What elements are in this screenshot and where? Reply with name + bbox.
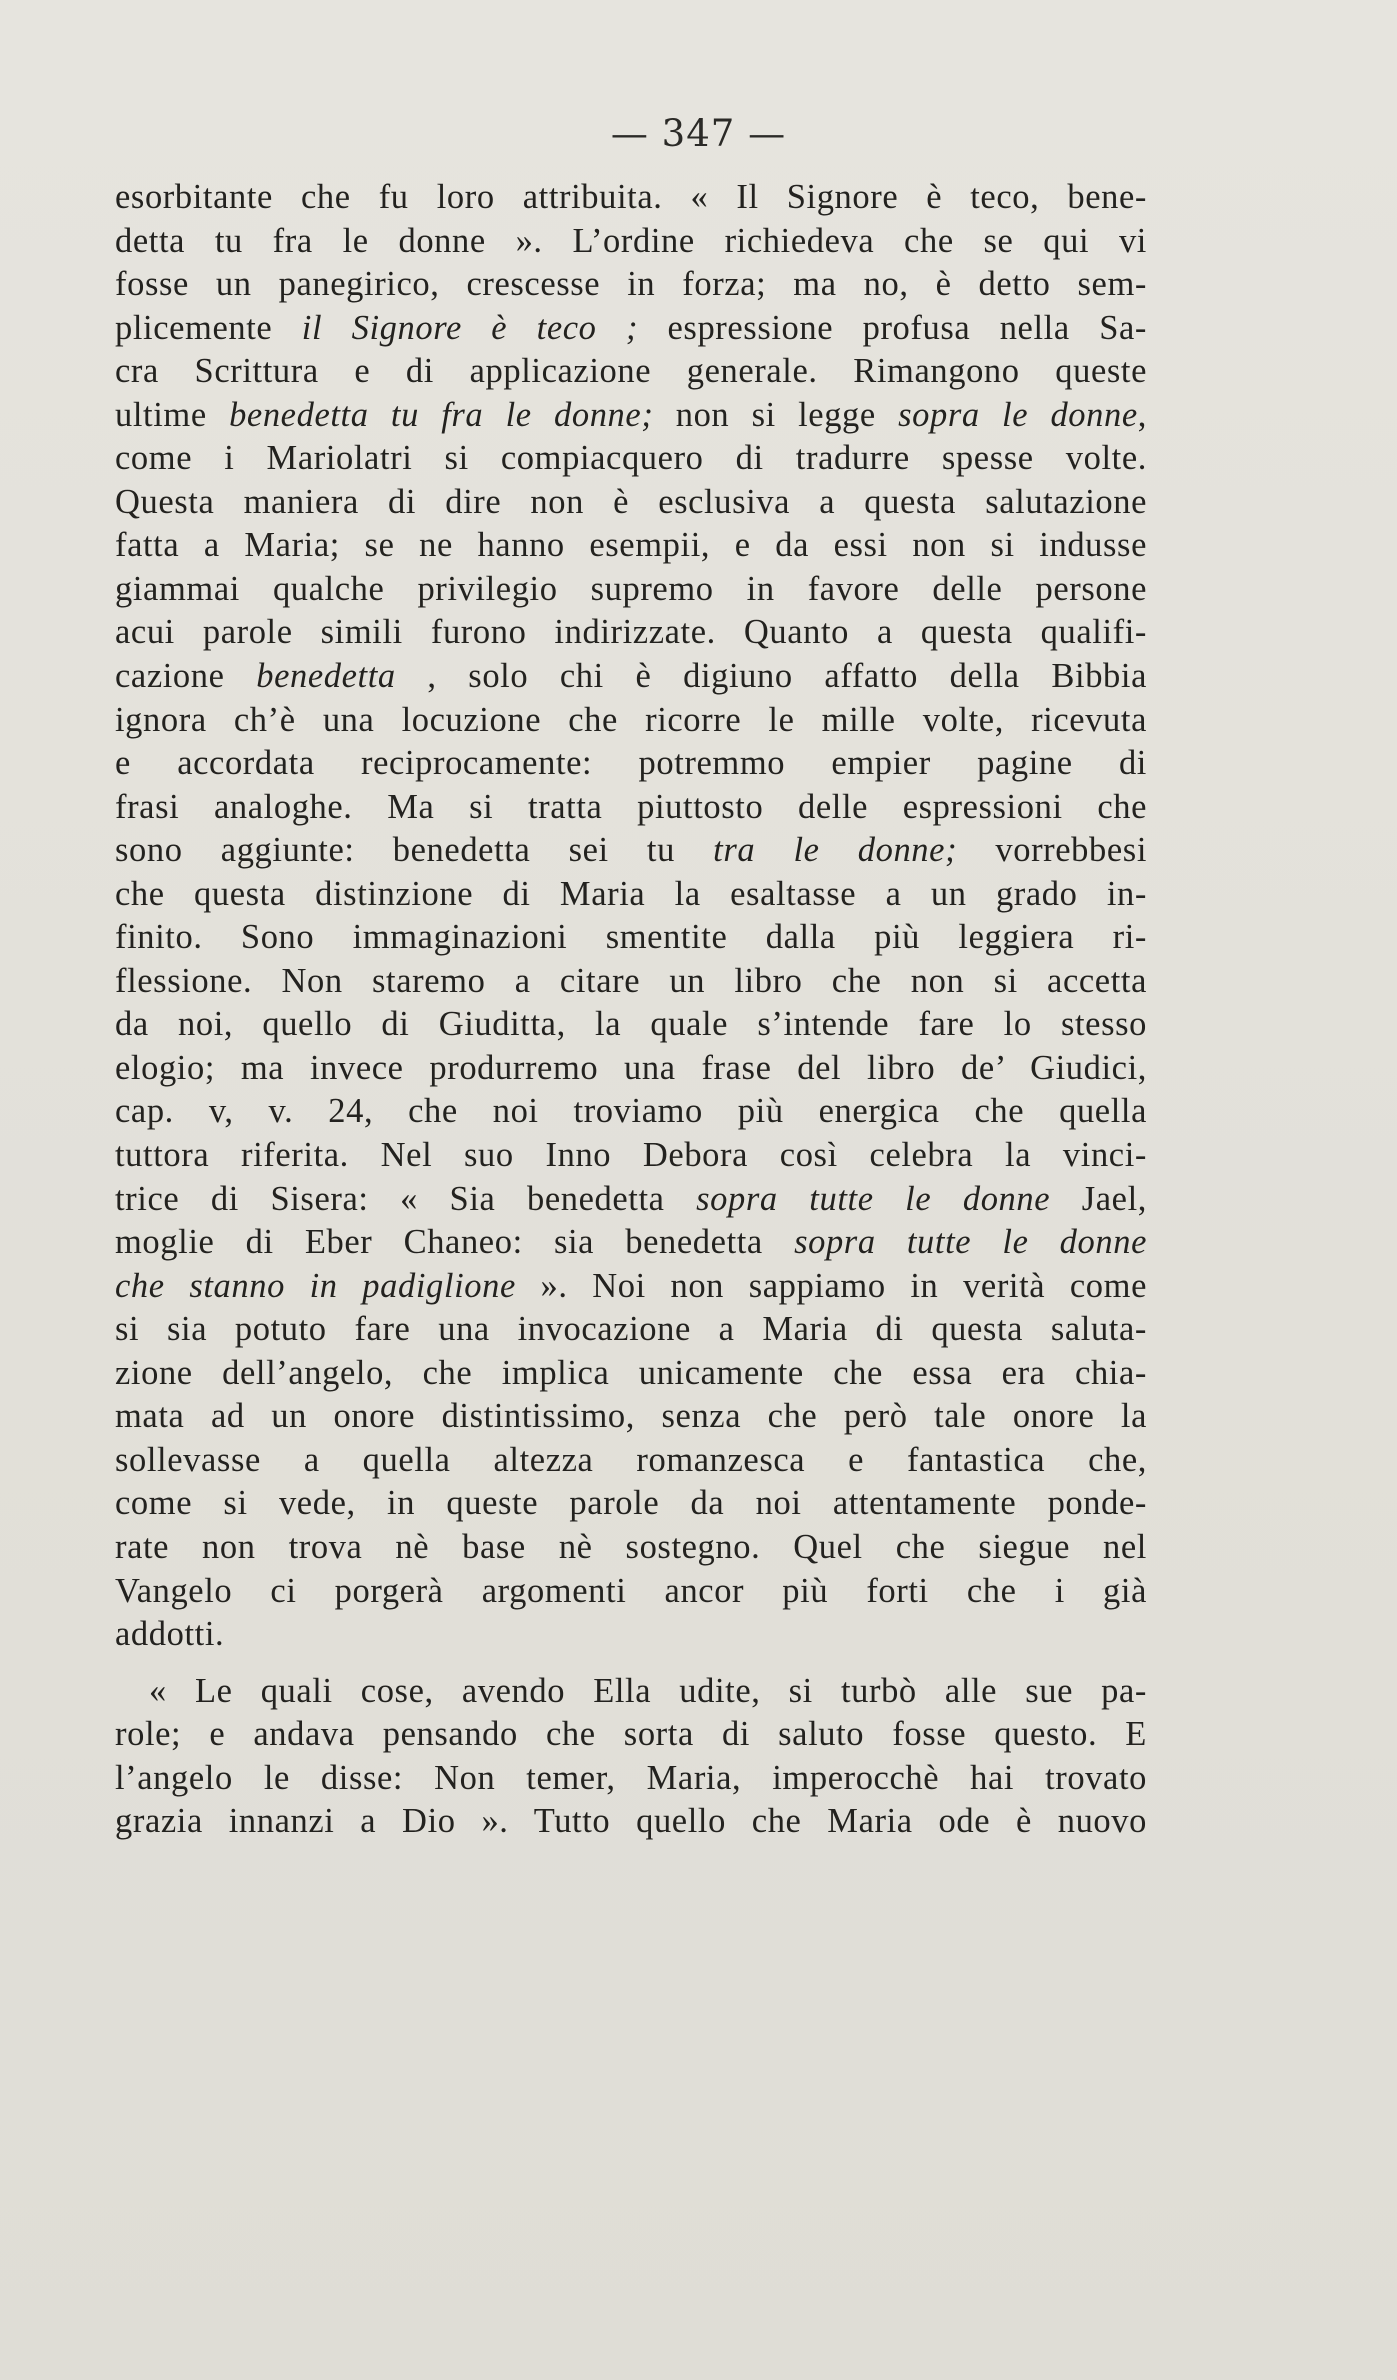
paragraph-gap: [115, 1657, 1147, 1670]
text-line: « Le quali cose, avendo Ella udite, si turbò alle sue pa-: [149, 1671, 1147, 1710]
text-line: come i Mariolatri si compiacquero di tradurre spesse volte.: [115, 439, 1147, 478]
text-line: frasi analoghe. Ma si tratta piuttosto delle espressioni che: [115, 787, 1147, 826]
text-line: che questa distinzione di Maria la esaltasse a un grado in-: [115, 874, 1147, 913]
text-line: plicemente il Signore è teco ; espressione profusa nella Sa-: [115, 308, 1147, 347]
text-line: zione dell’angelo, che implica unicamente che essa era chia-: [115, 1353, 1147, 1392]
text-line: finito. Sono immaginazioni smentite dalla più leggiera ri-: [115, 918, 1147, 957]
text-line: giammai qualche privilegio supremo in favore delle persone: [115, 569, 1147, 608]
text-line: ignora ch’è una locuzione che ricorre le mille volte, ricevuta: [115, 700, 1147, 739]
text-line: e accordata reciprocamente: potremmo empier pagine di: [115, 744, 1147, 783]
text-line: si sia potuto fare una invocazione a Maria di questa saluta-: [115, 1310, 1147, 1349]
text-line: fosse un panegirico, crescesse in forza; ma no, è detto sem-: [115, 265, 1147, 304]
text-line: l’angelo le disse: Non temer, Maria, imperocchè hai trovato: [115, 1758, 1147, 1797]
text-line: sollevasse a quella altezza romanzesca e fantastica che,: [115, 1440, 1147, 1479]
text-line: sono aggiunte: benedetta sei tu tra le donne; vorrebbesi: [115, 831, 1147, 870]
text-line: grazia innanzi a Dio ». Tutto quello che Maria ode è nuovo: [115, 1802, 1147, 1841]
page-number: — 347 —: [610, 112, 787, 155]
text-line: fatta a Maria; se ne hanno esempii, e da essi non si indusse: [115, 526, 1147, 565]
text-line: esorbitante che fu loro attribuita. « Il Signore è teco, bene-: [115, 178, 1147, 216]
text-line: tuttora riferita. Nel suo Inno Debora così celebra la vinci-: [115, 1136, 1147, 1175]
text-line: ultime benedetta tu fra le donne; non si legge sopra le donne,: [115, 395, 1147, 434]
body-text: [115, 176, 1147, 1844]
text-line: da noi, quello di Giuditta, la quale s’intende fare lo stesso: [115, 1005, 1147, 1044]
text-line: che stanno in padiglione ». Noi non sappiamo in verità come: [115, 1266, 1147, 1305]
text-line: elogio; ma invece produrremo una frase del libro de’ Giudici,: [115, 1048, 1147, 1087]
text-line: detta tu fra le donne ». L’ordine richiedeva che se qui vi: [115, 221, 1147, 260]
text-line: rate non trova nè base nè sostegno. Quel che siegue nel: [115, 1527, 1147, 1566]
text-line: trice di Sisera: « Sia benedetta sopra tutte le donne Jael,: [115, 1179, 1147, 1218]
text-line: cap. v, v. 24, che noi troviamo più energica che quella: [115, 1092, 1147, 1131]
text-line: Vangelo ci porgerà argomenti ancor più forti che i già: [115, 1571, 1147, 1610]
text-line: acui parole simili furono indirizzate. Quanto a questa qualifi-: [115, 613, 1147, 652]
text-line: role; e andava pensando che sorta di saluto fosse questo. E: [115, 1715, 1147, 1754]
text-line: moglie di Eber Chaneo: sia benedetta sopra tutte le donne: [115, 1223, 1147, 1262]
text-line: addotti.: [115, 1615, 225, 1654]
text-line: Questa maniera di dire non è esclusiva a questa salutazione: [115, 482, 1147, 521]
text-line: mata ad un onore distintissimo, senza che però tale onore la: [115, 1397, 1147, 1436]
text-line: come si vede, in queste parole da noi attentamente ponde-: [115, 1484, 1147, 1523]
text-line: cra Scrittura e di applicazione generale. Rimangono queste: [115, 352, 1147, 391]
text-line: cazione benedetta , solo chi è digiuno affatto della Bibbia: [115, 657, 1147, 696]
text-line: flessione. Non staremo a citare un libro che non si accetta: [115, 961, 1147, 1000]
